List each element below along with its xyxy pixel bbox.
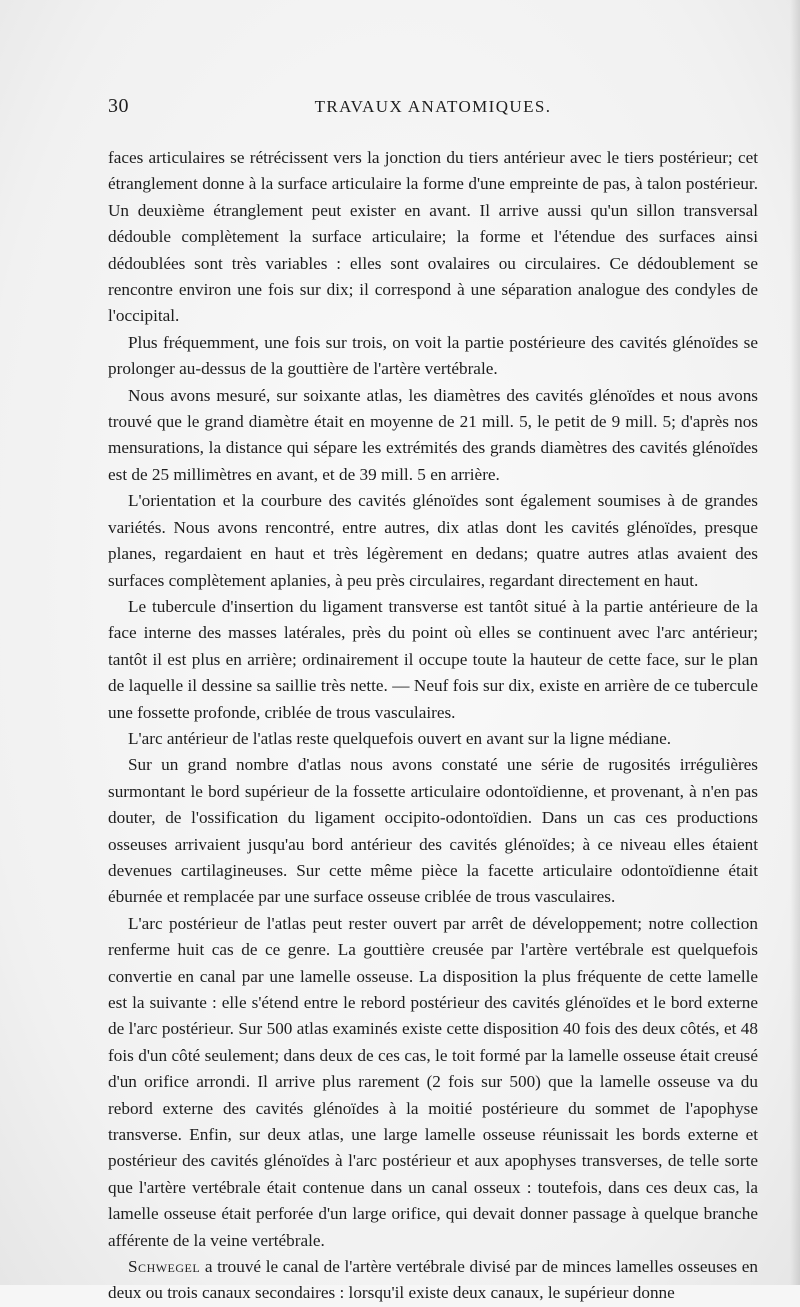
paragraph-6: L'arc antérieur de l'atlas reste quelquefois ouvert en avant sur la ligne médiane. [128, 728, 672, 748]
paragraph-9-text: a trouvé le canal de l'artère vertébrale divisé par de minces lamelles osseuses en deux ou trois canaux secondaires : lorsqu'il existe deux canaux, le supérieur donne [108, 1257, 758, 1303]
paragraph-2: Plus fréquemment, une fois sur trois, on voit la partie postérieure des cavités glénoïdes se prolonger au-dessus de la gouttière de l'artère vertébrale. [108, 332, 758, 379]
paragraph-9 [108, 1254, 758, 1307]
page-header [108, 95, 758, 123]
page-edge-shadow [790, 0, 800, 1285]
body-text [108, 145, 758, 1307]
paragraph-5: Le tubercule d'insertion du ligament transverse est tantôt situé à la partie antérieure de la face interne des masses latérales, près du point où elles se continuent avec l'arc antérieur; tantôt il est plus en arrière; ordinairement il occupe toute la hauteur de cette face, sur le plan de laquelle il dessine sa saillie très nette. — Neuf fois sur dix, existe en arrière de ce tubercule une fossette profonde, criblée de trous vasculaires. [108, 596, 758, 722]
paragraph-4: L'orientation et la courbure des cavités glénoïdes sont également soumises à de grandes variétés. Nous avons rencontré, entre autres, dix atlas dont les cavités glénoïdes, presque planes, regardaient en haut et très légèrement en dedans; quatre autres atlas avaient des surfaces complètement aplanies, à peu près circulaires, regardant directement en haut. [108, 491, 758, 590]
page-number: 30 [108, 95, 129, 117]
author-name: Schwegel [128, 1257, 201, 1277]
paragraph-3: Nous avons mesuré, sur soixante atlas, les diamètres des cavités glénoïdes et nous avons trouvé que le grand diamètre était en moyenne de 21 mill. 5, le petit de 9 mill. 5; d'après nos mensurations, la distance qui sépare les extrémités des grands diamètres des cavités glénoïdes est de 25 millimètres en avant, et de 39 mill. 5 en arrière. [108, 385, 758, 484]
paragraph-8: L'arc postérieur de l'atlas peut rester ouvert par arrêt de développement; notre collection renferme huit cas de ce genre. La gouttière creusée par l'artère vertébrale est quelquefois convertie en canal par une lamelle osseuse. La disposition la plus fréquente de cette lamelle est la suivante : elle s'étend entre le rebord postérieur des cavités glénoïdes et le bord externe de l'arc postérieur. Sur 500 atlas examinés existe cette disposition 40 fois des deux côtés, et 48 fois d'un côté seulement; dans deux de ces cas, le toit formé par la lamelle osseuse était creusé d'un orifice arrondi. Il arrive plus rarement (2 fois sur 500) que la lamelle osseuse va du rebord externe des cavités glénoïdes à la moitié postérieure du sommet de l'apophyse transverse. Enfin, sur deux atlas, une large lamelle osseuse réunissait les bords externe et postérieur des cavités glénoïdes à l'arc postérieur et aux apophyses transverses, de telle sorte que l'artère vertébrale était contenue dans un canal osseux : toutefois, dans ces deux cas, la lamelle osseuse était perforée d'un large orifice, qui devait donner passage à quelque branche afférente de la veine vertébrale. [108, 913, 758, 1250]
paragraph-7: Sur un grand nombre d'atlas nous avons constaté une série de rugosités irrégulières surmontant le bord supérieur de la fossette articulaire odontoïdienne, et provenant, à n'en pas douter, de l'ossification du ligament occipito-odontoïdien. Dans un cas ces productions osseuses arrivaient jusqu'au bord antérieur des cavités glénoïdes; à ce niveau elles étaient devenues cartilagineuses. Sur cette même pièce la facette articulaire odontoïdienne était éburnée et remplacée par une surface osseuse criblée de trous vasculaires. [108, 755, 758, 907]
running-title: TRAVAUX ANATOMIQUES. [314, 97, 552, 116]
paragraph-1: faces articulaires se rétrécissent vers la jonction du tiers antérieur avec le tiers postérieur; cet étranglement donne à la surface articulaire la forme d'une empreinte de pas, à talon postérieur. Un deuxième étranglement peut exister en avant. Il arrive aussi qu'un sillon transversal dédouble complètement la surface articulaire; la forme et l'étendue des surfaces ainsi dédoublées sont très variables : elles sont ovalaires ou circulaires. Ce dédoublement se rencontre environ une fois sur dix; il correspond à une séparation analogue des condyles de l'occipital. [108, 148, 758, 326]
